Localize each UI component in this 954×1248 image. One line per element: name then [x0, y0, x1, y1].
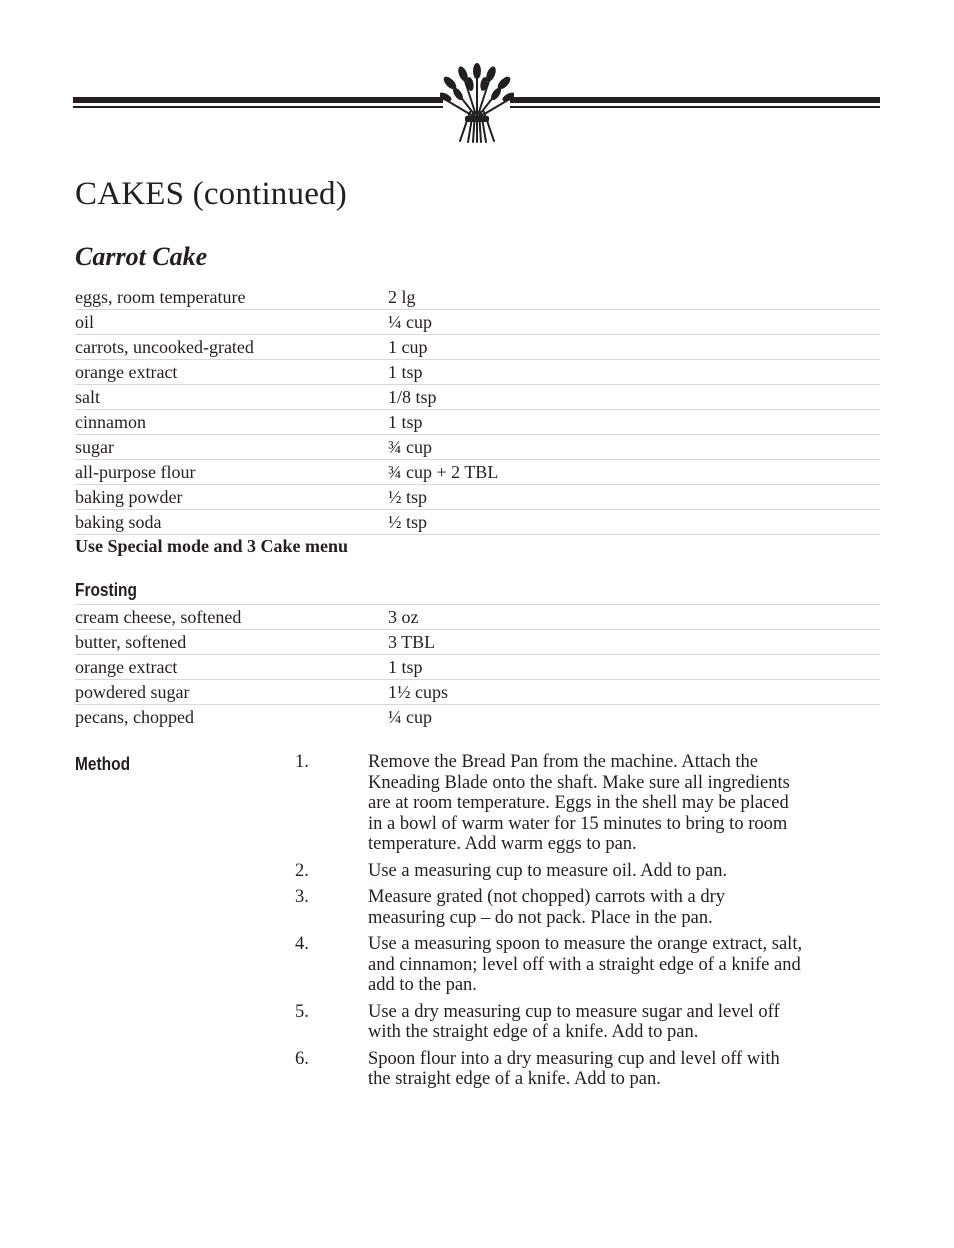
ingredient-row	[75, 510, 880, 535]
header-rule-left-thin	[73, 106, 443, 108]
ingredient-qty: ¼ cup	[388, 707, 432, 727]
header-rule-right-thin	[510, 106, 880, 108]
recipe-title: Carrot Cake	[75, 242, 208, 271]
method-step	[295, 861, 805, 882]
step-text: Remove the Bread Pan from the machine. Attach the Kneading Blade onto the shaft. Make sure all ingredients are at room temperature. Eggs in the shell may be placed in a bowl of warm water for 15 minutes to bring to room temperature. Add warm eggs to pan.	[368, 752, 790, 854]
ingredient-row	[75, 680, 880, 705]
ingredient-row	[75, 485, 880, 510]
method-step	[295, 1002, 805, 1043]
ingredient-name: eggs, room temperature	[75, 287, 246, 307]
ingredient-row	[75, 630, 880, 655]
ingredient-row	[75, 655, 880, 680]
ingredient-name: orange extract	[75, 362, 178, 382]
ingredient-qty: 1 tsp	[388, 412, 423, 432]
ingredient-qty: ¾ cup + 2 TBL	[388, 462, 499, 482]
ingredient-name: powdered sugar	[75, 682, 190, 702]
ingredient-qty: 1 cup	[388, 337, 428, 357]
ingredient-name: salt	[75, 387, 100, 407]
ingredient-name: baking soda	[75, 512, 162, 532]
mode-note: Use Special mode and 3 Cake menu	[75, 536, 349, 556]
ingredient-qty: ¼ cup	[388, 312, 432, 332]
ingredient-row	[75, 385, 880, 410]
frosting-heading: Frosting	[75, 580, 137, 600]
step-number: 4.	[295, 934, 309, 954]
ingredient-qty: 3 TBL	[388, 632, 436, 652]
method-step	[295, 752, 805, 855]
step-text: Spoon flour into a dry measuring cup and level off with the straight edge of a knife. Add to pan.	[368, 1048, 780, 1089]
method-step	[295, 887, 805, 928]
ingredient-row	[75, 605, 880, 630]
ingredient-name: pecans, chopped	[75, 707, 194, 727]
step-text: Measure grated (not chopped) carrots with a dry measuring cup – do not pack. Place in the pan.	[368, 887, 726, 928]
step-text: Use a measuring cup to measure oil. Add to pan.	[368, 860, 728, 881]
ingredient-qty: 1/8 tsp	[388, 387, 437, 407]
ingredient-qty: 1 tsp	[388, 657, 423, 677]
ingredient-qty: ½ tsp	[388, 512, 428, 532]
frosting-table	[75, 604, 880, 729]
step-number: 3.	[295, 887, 309, 907]
step-text: Use a measuring spoon to measure the orange extract, salt, and cinnamon; level off with a straight edge of a knife and add to the pan.	[368, 934, 803, 995]
ingredient-row	[75, 435, 880, 460]
method-step	[295, 934, 805, 996]
ingredient-row	[75, 335, 880, 360]
ingredient-name: orange extract	[75, 657, 178, 677]
ingredient-row	[75, 310, 880, 335]
ingredient-row	[75, 705, 880, 729]
ingredient-name: cinnamon	[75, 412, 146, 432]
ingredient-qty: ½ tsp	[388, 487, 428, 507]
step-number: 5.	[295, 1001, 309, 1022]
ingredient-qty: 3 oz	[388, 607, 419, 627]
step-text: Use a dry measuring cup to measure sugar and level off with the straight edge of a knife. Add to pan.	[368, 1001, 780, 1042]
ingredient-table	[75, 285, 880, 535]
ingredient-qty: 1 tsp	[388, 362, 423, 382]
ingredient-name: oil	[75, 312, 95, 332]
ingredient-qty: 2 lg	[388, 287, 416, 307]
step-number: 1.	[295, 752, 309, 772]
method-steps	[295, 752, 805, 1096]
ingredient-name: sugar	[75, 437, 114, 457]
ingredient-row	[75, 360, 880, 385]
ingredient-name: cream cheese, softened	[75, 607, 242, 627]
ingredient-name: butter, softened	[75, 632, 187, 652]
header-rule-right-thick	[510, 97, 880, 103]
header-rule-left-thick	[73, 97, 443, 103]
step-number: 2.	[295, 860, 309, 881]
page-title: CAKES (continued)	[75, 176, 347, 212]
ingredient-name: carrots, uncooked-grated	[75, 337, 254, 357]
ingredient-row	[75, 460, 880, 485]
ingredient-qty: 1½ cups	[388, 682, 448, 702]
method-heading: Method	[75, 754, 131, 774]
ingredient-qty: ¾ cup	[388, 437, 432, 457]
ingredient-row	[75, 285, 880, 310]
ingredient-name: all-purpose flour	[75, 462, 196, 482]
step-number: 6.	[295, 1048, 309, 1069]
ingredient-row	[75, 410, 880, 435]
method-step	[295, 1049, 805, 1090]
wheat-sheaf-icon	[440, 62, 514, 146]
ingredient-name: baking powder	[75, 487, 183, 507]
